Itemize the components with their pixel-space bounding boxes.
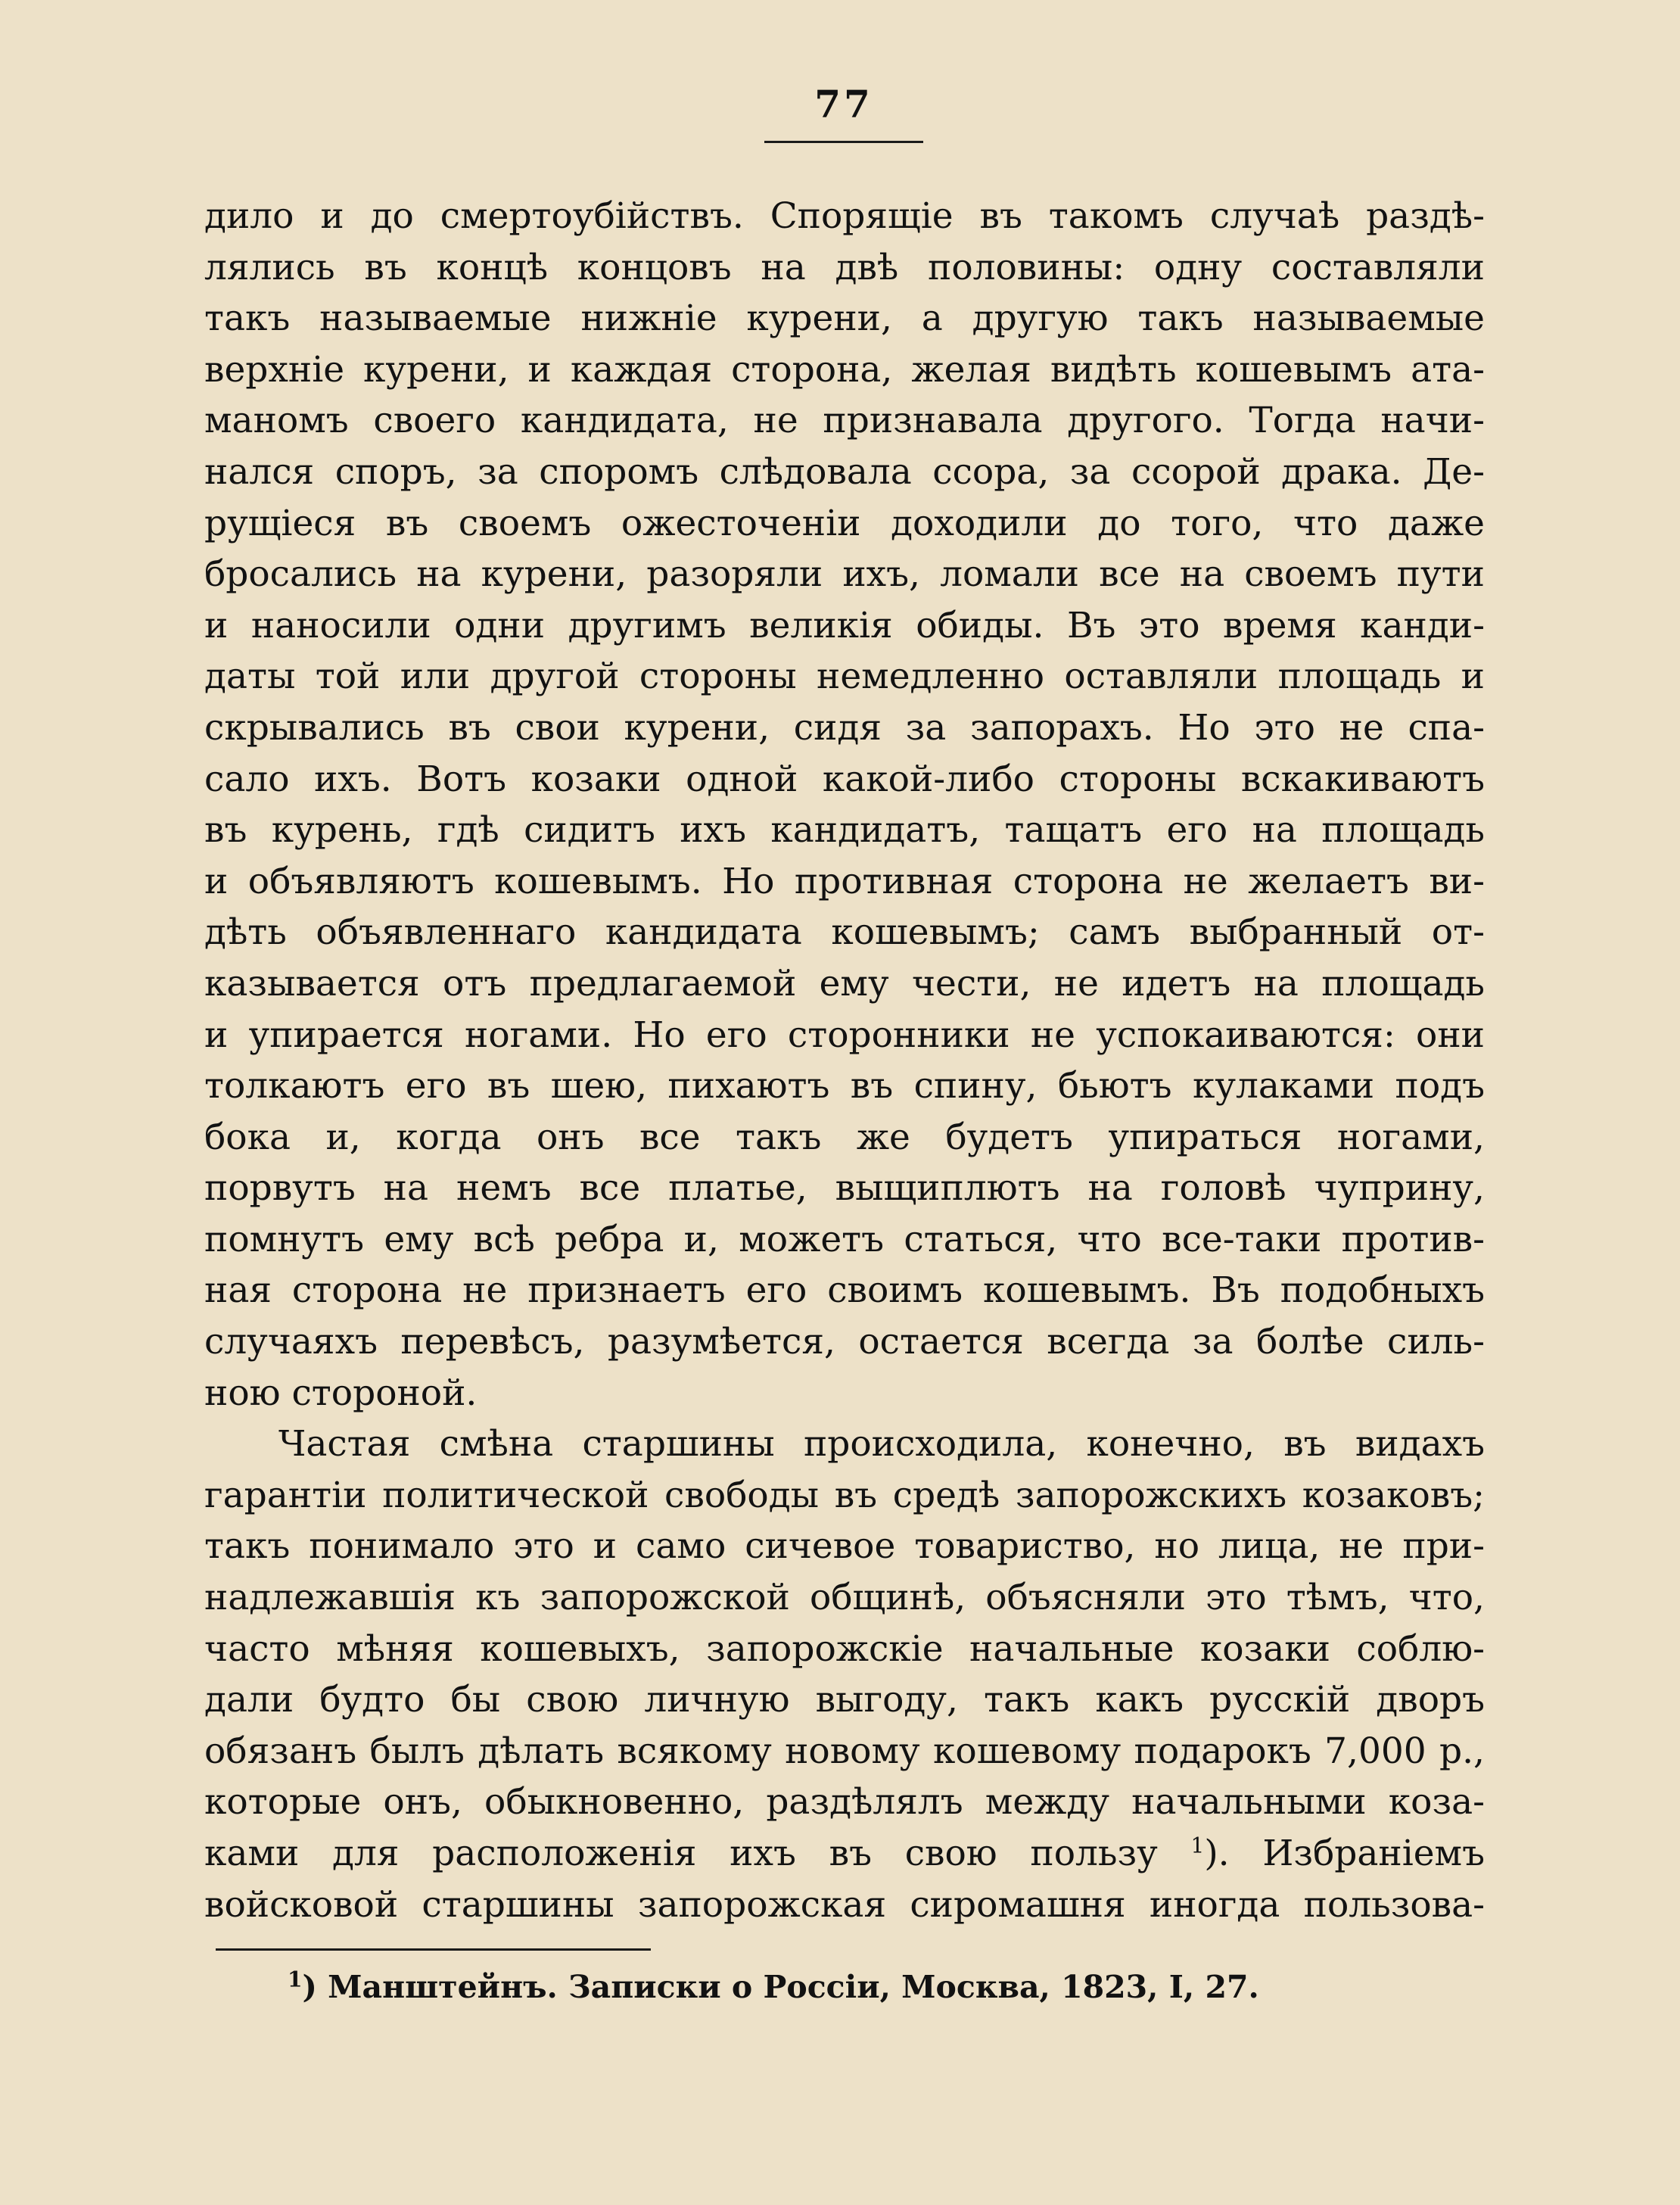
text-line: толкаютъ его въ шею, пихаютъ въ спину, бьютъ кулаками подъ [204,1065,1485,1107]
text-line: которые онъ, обыкновенно, раздѣлялъ между начальными коза- [204,1781,1485,1823]
text-line: ною стороной. [204,1372,478,1414]
page-number-underline [764,141,923,143]
text-line: обязанъ былъ дѣлать всякому новому кошевому подарокъ 7,000 р., [204,1730,1485,1772]
footnote-separator [216,1948,651,1951]
footnote [288,1967,1423,2007]
text-line: надлежавшія къ запорожской общинѣ, объясняли это тѣмъ, что, [204,1577,1485,1619]
text-line: лялись въ концѣ концовъ на двѣ половины: одну составляли [204,246,1485,288]
text-line: даты той или другой стороны немедленно оставляли площадь и [204,656,1485,698]
text-line: Частая смѣна старшины происходила, конечно, въ видахъ [278,1423,1485,1465]
text-line: сало ихъ. Вотъ козаки одной какой-либо стороны вскакиваютъ [204,758,1485,800]
text-line: и объявляютъ кошевымъ. Но противная сторона не желаетъ ви- [204,860,1485,902]
text-line: ная сторона не признаетъ его своимъ кошевымъ. Въ подобныхъ [204,1269,1485,1312]
text-line: такъ называемые нижніе курени, а другую такъ называемые [204,297,1485,340]
text-segment: ). Избраніемъ [1204,1833,1485,1874]
text-line: дѣть объявленнаго кандидата кошевымъ; самъ выбранный от- [204,911,1485,954]
paragraph-2 [204,1419,1485,1930]
text-segment: ками для расположенія ихъ въ свою пользу [204,1833,1158,1874]
paragraph-1 [204,191,1485,1419]
text-line: нался споръ, за споромъ слѣдовала ссора, за ссорой драка. Де- [204,450,1485,493]
text-line: такъ понимало это и само сичевое товариство, но лица, не при- [204,1525,1485,1568]
text-line: скрывались въ свои курени, сидя за запорахъ. Но это не спа- [204,706,1485,749]
text-line: казывается отъ предлагаемой ему чести, не идетъ на площадь [204,962,1485,1004]
text-line: верхніе курени, и каждая сторона, желая видѣть кошевымъ ата- [204,348,1485,391]
text-line: въ курень, гдѣ сидитъ ихъ кандидатъ, тащатъ его на площадь [204,809,1485,852]
text-line: бока и, когда онъ все такъ же будетъ упираться ногами, [204,1116,1485,1158]
body-text [204,191,1485,1930]
text-line: порвутъ на немъ все платье, выщиплютъ на головѣ чуприну, [204,1167,1485,1210]
text-line: часто мѣняя кошевыхъ, запорожскіе начальные козаки соблю- [204,1627,1485,1670]
text-line: случаяхъ перевѣсъ, разумѣется, остается всегда за болѣе силь- [204,1321,1485,1363]
footnote-reference[interactable]: 1 [1190,1833,1205,1858]
text-line: гарантіи политической свободы въ средѣ запорожскихъ козаковъ; [204,1474,1485,1516]
text-line: войсковой старшины запорожская сиромашня иногда пользова- [204,1883,1485,1926]
footnote-text: ) Манштейнъ. Записки о Россіи, Москва, 1823, I, 27. [302,1969,1259,2005]
page-number: 77 [814,82,873,126]
text-line: рущіеся въ своемъ ожесточеніи доходили до того, что даже [204,502,1485,544]
text-line-with-footnote-ref [204,1828,1485,1880]
text-line: помнутъ ему всѣ ребра и, можетъ статься, что все-таки против- [204,1218,1485,1260]
text-line: и наносили одни другимъ великія обиды. Въ это время канди- [204,604,1485,646]
text-line: дило и до смертоубійствъ. Спорящіе въ такомъ случаѣ раздѣ- [204,195,1485,237]
text-line: дали будто бы свою личную выгоду, такъ какъ русскій дворъ [204,1679,1485,1721]
text-line: и упирается ногами. Но его сторонники не успокаиваются: они [204,1014,1485,1056]
text-line: маномъ своего кандидата, не признавала другого. Тогда начи- [204,400,1485,442]
footnote-marker: 1 [288,1967,303,1992]
text-line: бросались на курени, разоряли ихъ, ломали все на своемъ пути [204,553,1485,596]
